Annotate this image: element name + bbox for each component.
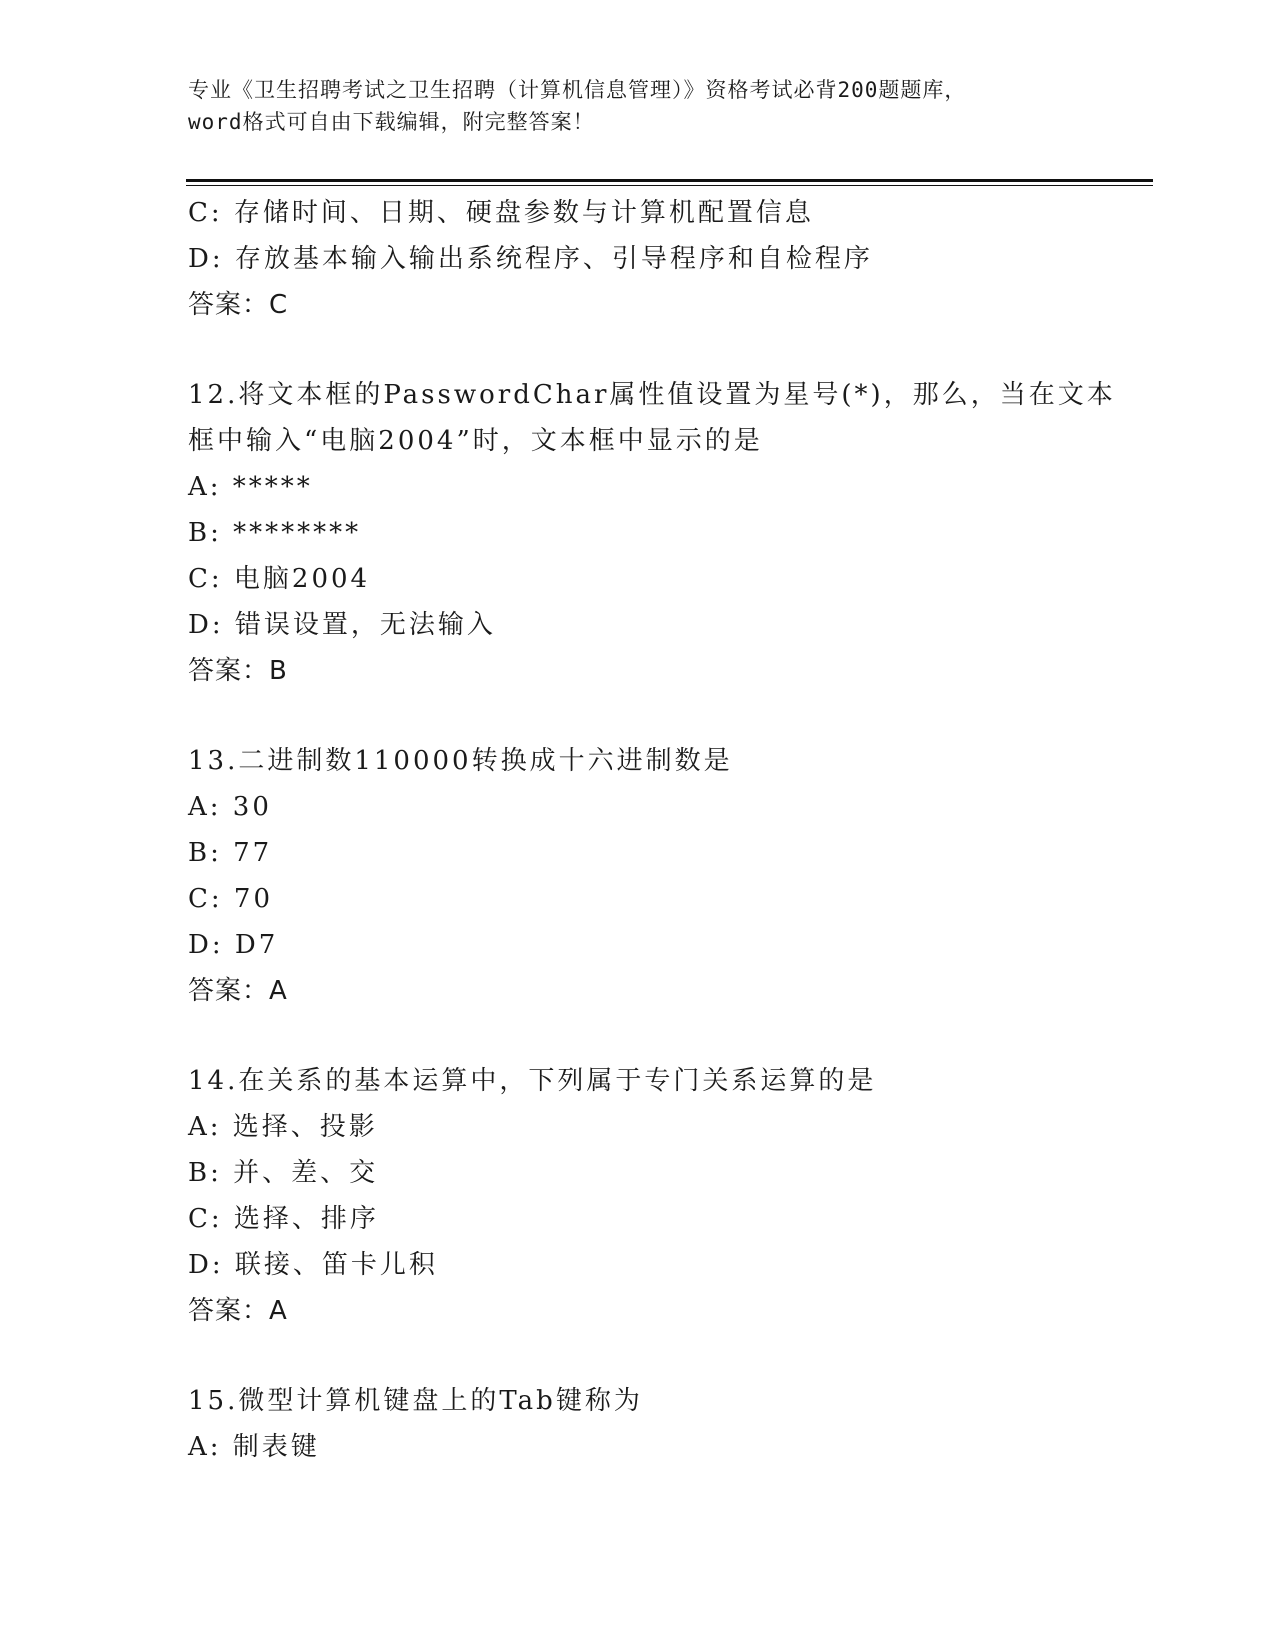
- answer-line: 答案：A: [188, 1296, 288, 1326]
- question-stem-line-1: 15.微型计算机键盘上的Tab键称为: [188, 1386, 643, 1416]
- header-divider-thick: [186, 179, 1153, 182]
- answer-line: 答案：C: [188, 290, 289, 320]
- header-line-2: word格式可自由下载编辑，附完整答案！: [188, 110, 595, 134]
- option-a: A: 制表键: [188, 1432, 320, 1462]
- option-d: D: 错误设置，无法输入: [188, 610, 496, 640]
- option-a: A: 选择、投影: [188, 1112, 378, 1142]
- option-a: A: 30: [188, 792, 272, 822]
- answer-line: 答案：B: [188, 656, 288, 686]
- option-b: B: 并、差、交: [188, 1158, 379, 1188]
- answer-line: 答案：A: [188, 976, 288, 1006]
- option-d: D: 存放基本输入输出系统程序、引导程序和自检程序: [188, 244, 873, 274]
- option-b: B: 77: [188, 838, 273, 868]
- header-line-1: 专业《卫生招聘考试之卫生招聘（计算机信息管理）》资格考试必背200题题库，: [188, 78, 967, 102]
- option-a: A: *****: [188, 472, 313, 502]
- option-c: C: 70: [188, 884, 274, 914]
- document-header: [188, 74, 1088, 138]
- option-d: D: 联接、笛卡儿积: [188, 1250, 438, 1280]
- question-14: [188, 1058, 1088, 1334]
- option-d: D: D7: [188, 930, 279, 960]
- option-b: B: ********: [188, 518, 362, 548]
- header-divider-thin: [186, 185, 1153, 186]
- question-stem-line-2: 框中输入“电脑2004”时，文本框中显示的是: [188, 426, 763, 456]
- option-c: C: 存储时间、日期、硬盘参数与计算机配置信息: [188, 198, 814, 228]
- question-content: [188, 190, 1116, 1470]
- question-15: [188, 1378, 1088, 1470]
- option-c: C: 选择、排序: [188, 1204, 379, 1234]
- question-stem-line-1: 12.将文本框的PasswordChar属性值设置为星号(*)，那么，当在文本: [188, 380, 1116, 410]
- question-stem-line-1: 13.二进制数110000转换成十六进制数是: [188, 746, 733, 776]
- question-13: [188, 738, 1088, 1014]
- option-c: C: 电脑2004: [188, 564, 371, 594]
- question-stem-line-1: 14.在关系的基本运算中，下列属于专门关系运算的是: [188, 1066, 877, 1096]
- question-11-continued: [188, 190, 1088, 328]
- question-12: [188, 372, 1116, 694]
